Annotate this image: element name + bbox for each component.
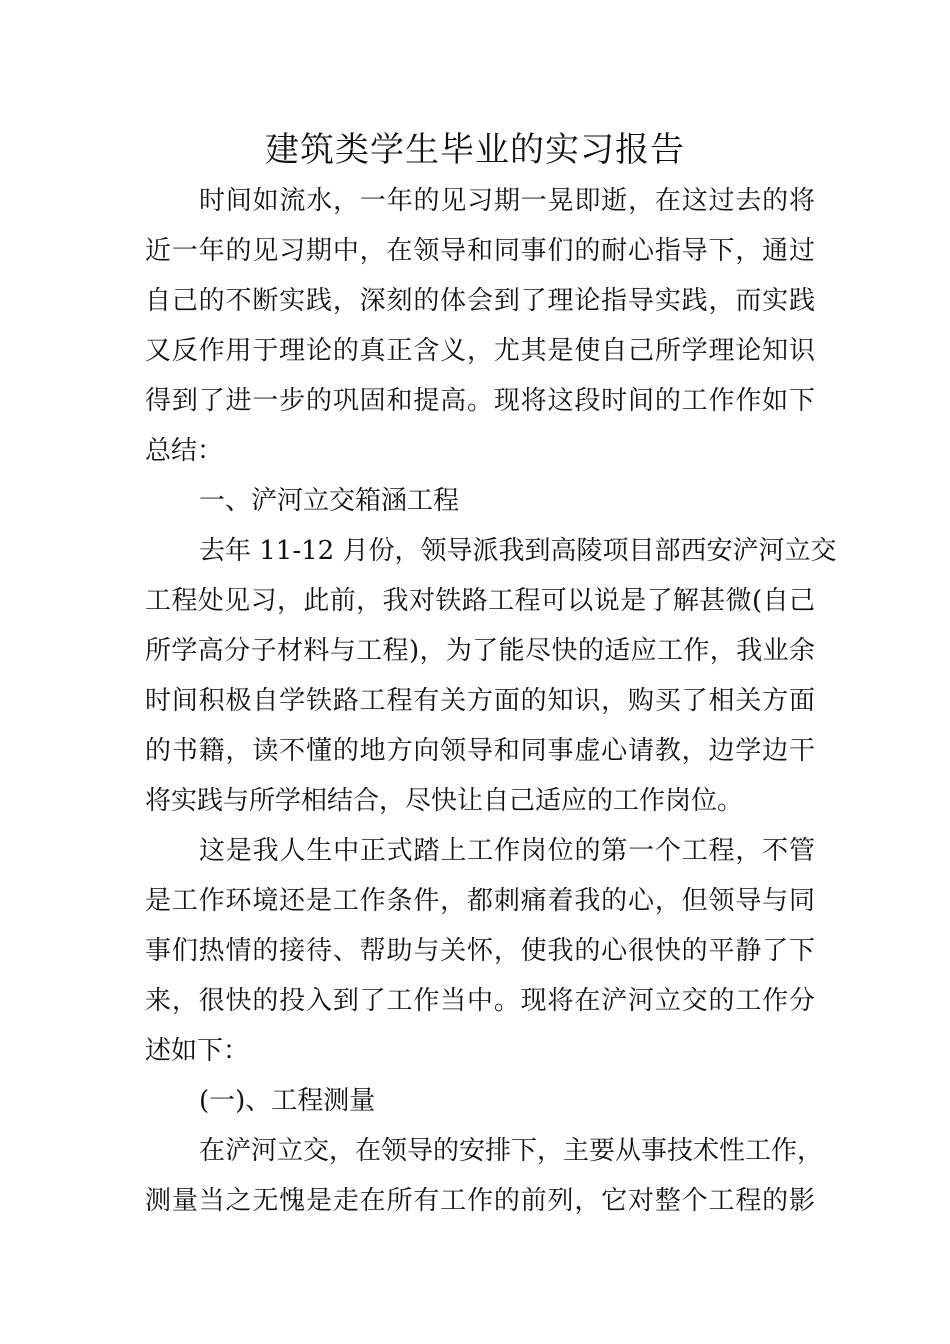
text-line: 去年 11-12 月份，领导派我到高陵项目部西安浐河立交 — [199, 536, 837, 566]
text-line: 述如下： — [145, 1036, 250, 1066]
text-line: 所学高分子材料与工程)，为了能尽快的适应工作，我业余 — [145, 636, 815, 666]
document-title: 建筑类学生毕业的实习报告 — [265, 130, 685, 170]
text-line: 工程处见习，此前，我对铁路工程可以说是了解甚微(自己 — [145, 586, 815, 616]
text-line: 总结： — [145, 436, 224, 466]
text-line: 自己的不断实践，深刻的体会到了理论指导实践，而实践 — [145, 286, 815, 316]
text-line: 是工作环境还是工作条件，都刺痛着我的心，但领导与同 — [145, 886, 815, 916]
text-line: 来，很快的投入到了工作当中。现将在浐河立交的工作分 — [145, 986, 815, 1016]
text-line: 将实践与所学相结合，尽快让自己适应的工作岗位。 — [145, 786, 744, 816]
text-line: 这是我人生中正式踏上工作岗位的第一个工程，不管 — [199, 836, 815, 866]
text-line: 在浐河立交，在领导的安排下，主要从事技术性工作， — [199, 1136, 824, 1166]
text-line: 时间积极自学铁路工程有关方面的知识，购买了相关方面 — [145, 686, 815, 716]
text-line: 得到了进一步的巩固和提高。现将这段时间的工作作如下 — [145, 386, 815, 416]
document-body — [145, 176, 837, 1226]
text-line: 时间如流水，一年的见习期一晃即逝，在这过去的将 — [199, 186, 815, 216]
text-line: 近一年的见习期中，在领导和同事们的耐心指导下，通过 — [145, 236, 815, 266]
text-line: 测量当之无愧是走在所有工作的前列，它对整个工程的影 — [145, 1186, 815, 1216]
text-line: 一、浐河立交箱涵工程 — [199, 486, 460, 516]
text-line: (一)、工程测量 — [199, 1086, 376, 1116]
text-line: 事们热情的接待、帮助与关怀，使我的心很快的平静了下 — [145, 936, 815, 966]
text-line: 又反作用于理论的真正含义，尤其是使自己所学理论知识 — [145, 336, 815, 366]
text-line: 的书籍，读不懂的地方向领导和同事虚心请教，边学边干 — [145, 736, 815, 766]
